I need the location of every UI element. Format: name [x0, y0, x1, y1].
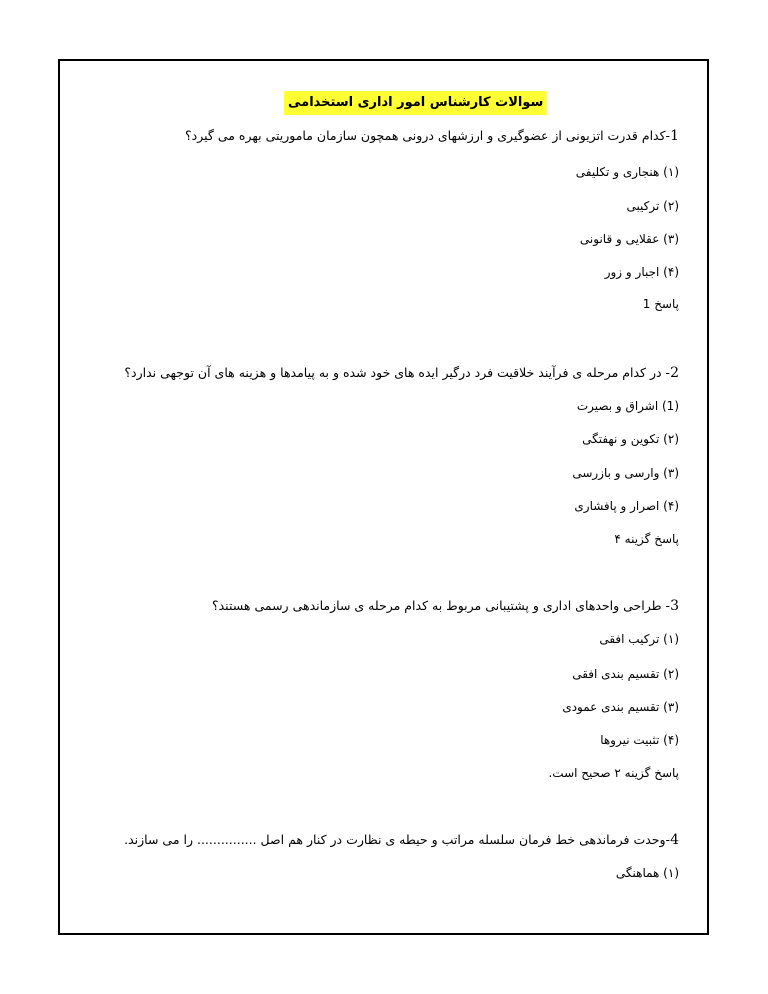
question-text: -کدام قدرت اتزیونی از عضوگیری و ارزشهای درونی همچون سازمان ماموریتی بهره می گیرد؟: [185, 128, 671, 143]
question-number: 4: [670, 832, 679, 848]
question-3: [212, 597, 679, 615]
option-3-3: (۳) تقسیم بندی عمودی: [562, 700, 679, 714]
option-3-2: (۲) تقسیم بندی افقی: [572, 667, 679, 681]
answer-2: پاسخ گزینه ۴: [614, 532, 679, 546]
option-2-2: (۲) تکوین و نهفتگی: [582, 432, 679, 446]
question-1: [185, 127, 679, 145]
question-number: 3: [670, 598, 679, 614]
question-text: -وحدت فرماندهی خط فرمان سلسله مراتب و حیطه ی نظارت در کنار هم اصل ............... را می سازند.: [124, 832, 671, 847]
question-4: [124, 831, 679, 849]
option-2-1: (1) اشراق و بصیرت: [576, 399, 679, 413]
option-1-1: (۱) هنجاری و تکلیفی: [575, 165, 679, 179]
option-1-3: (۳) عقلایی و قانونی: [579, 232, 679, 246]
option-1-4: (۴) اجبار و زور: [604, 265, 679, 279]
question-2: [124, 364, 679, 382]
option-1-2: (۲) ترکیبی: [626, 199, 679, 213]
question-number: 2: [670, 365, 679, 381]
answer-1: پاسخ 1: [642, 297, 679, 311]
question-number: 1: [670, 128, 679, 144]
page-title: سوالات کارشناس امور اداری استخدامی: [284, 91, 547, 115]
option-2-3: (۳) وارسی و بازرسی: [572, 466, 679, 480]
option-2-4: (۴) اصرار و پافشاری: [574, 499, 679, 513]
option-3-1: (۱) ترکیب افقی: [599, 632, 679, 646]
question-text: - در کدام مرحله ی فرآیند خلاقیت فرد درگیر ایده های خود شده و به پیامدها و هزینه های آن توجهی ندارد؟: [124, 365, 671, 380]
answer-3: پاسخ گزینه ۲ صحیح است.: [548, 766, 679, 780]
question-text: - طراحی واحدهای اداری و پشتیبانی مربوط به کدام مرحله ی سازماندهی رسمی هستند؟: [211, 598, 671, 613]
option-3-4: (۴) تثبیت نیروها: [600, 733, 679, 747]
option-4-1: (۱) هماهنگی: [615, 866, 679, 880]
